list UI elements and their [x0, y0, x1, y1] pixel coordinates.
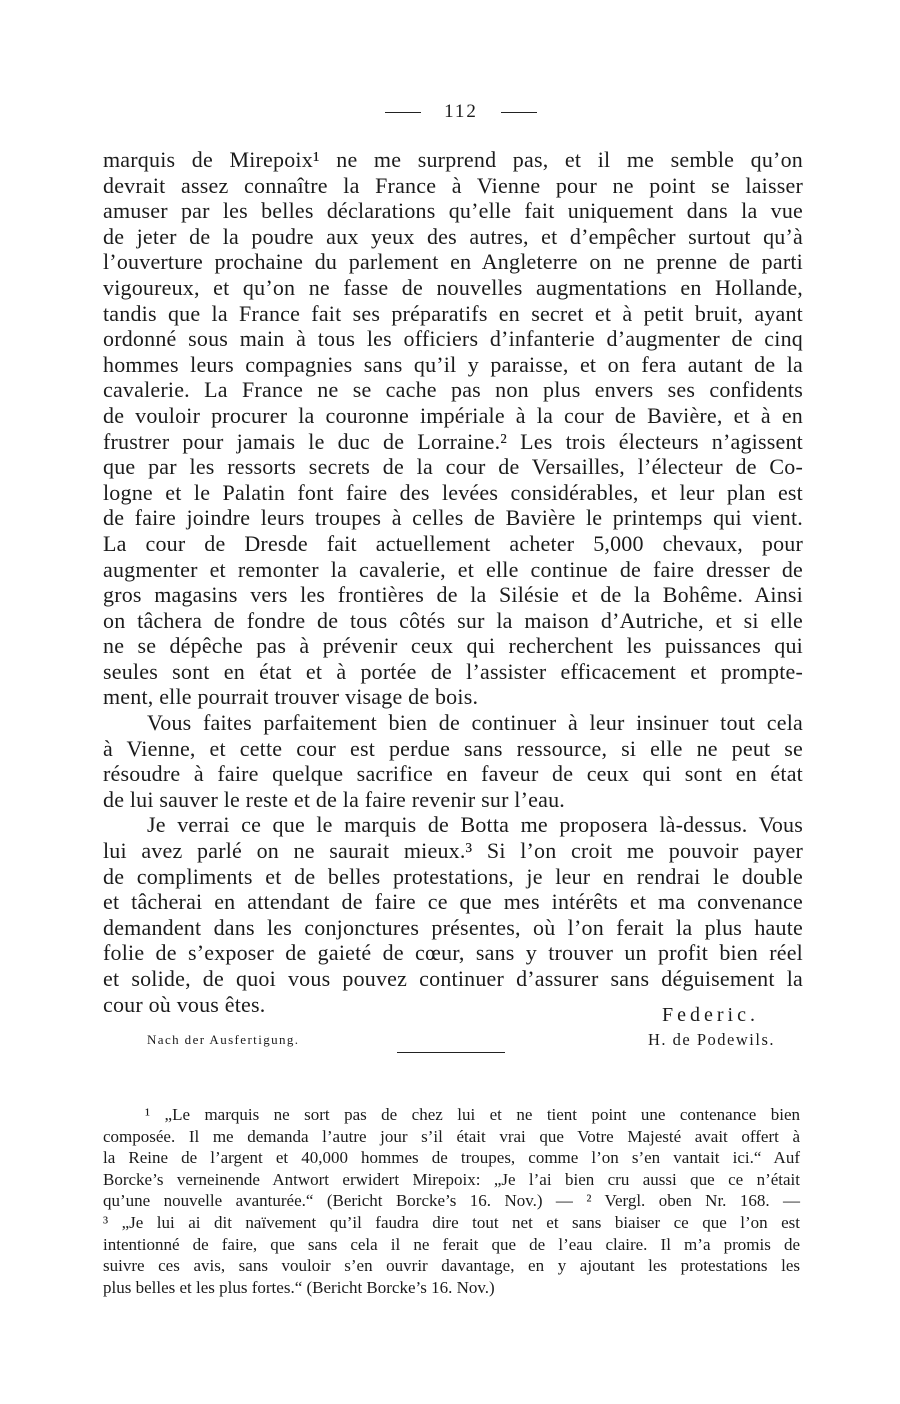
footnote-line: ¹ „Le marquis ne sort pas de chez lui et ne tient point une contenance bien — [145, 1105, 800, 1124]
text-line: ment, elle pourrait trouver visage de bois. — [103, 684, 479, 710]
text-line: de faire joindre leurs troupes à celles de Bavière le printemps qui vient. — [103, 505, 803, 531]
text-line: La cour de Dresde fait actuellement acheter 5,000 chevaux, pour — [103, 530, 803, 556]
footnote-line: plus belles et les plus fortes.“ (Bericht Borcke’s 16. Nov.) — [103, 1277, 495, 1297]
footnote-line: qu’une nouvelle avanturée.“ (Bericht Borcke’s 16. Nov.) — ² Vergl. oben Nr. 168. — — [103, 1191, 800, 1211]
text-line: devrait assez connaître la France à Vienne pour ne point se laisser — [103, 172, 803, 198]
text-line: que par les ressorts secrets de la cour de Versailles, l’électeur de Co- — [103, 454, 803, 480]
page-header — [385, 100, 537, 124]
text-line: ordonné sous main à tous les officiers d’infanterie d’augmenter de cinq — [103, 326, 803, 352]
footnote-line: composée. Il me demanda l’autre jour s’il était vrai que Votre Majesté avait offert à — [103, 1126, 800, 1146]
text-line: et solide, de quoi vous pouvez continuer d’assurer sans déguisement la — [103, 966, 803, 991]
text-line: gros magasins vers les frontières de la Silésie et de la Bohême. Ainsi — [103, 582, 803, 608]
text-line: vigoureux, et qu’on ne fasse de nouvelles augmentations en Hollande, — [103, 274, 803, 300]
source-note: Nach der Ausfertigung. — [147, 1032, 300, 1047]
text-line: marquis de Mirepoix¹ ne me surprend pas, et il me semble qu’on — [103, 147, 803, 172]
text-line: demandent dans les conjonctures présentes, où l’on ferait la plus haute — [103, 914, 803, 940]
text-line: cavalerie. La France ne se cache pas non plus envers ses confidents — [103, 377, 803, 403]
text-line: Vous faites parfaitement bien de continuer à leur insinuer tout cela — [147, 710, 803, 736]
signature: Federic. — [662, 1004, 759, 1026]
text-line: seules sont en état et à portée de l’assister efficacement et prompte- — [103, 658, 803, 684]
text-line: cour où vous êtes. — [103, 991, 266, 1017]
footnote-line: la Reine de l’argent et 40,000 hommes de troupes, comme l’on s’en vantait ici.“ Auf — [103, 1148, 800, 1168]
text-line: résoudre à faire quelque sacrifice en faveur de ceux qui sont en état — [103, 761, 803, 787]
text-line: ne se dépêche pas à prévenir ceux qui recherchent les puissances qui — [103, 633, 803, 659]
text-line: augmenter et remonter la cavalerie, et elle continue de faire dresser de — [103, 556, 803, 582]
footnotes — [103, 1104, 800, 1298]
text-line: amuser par les belles déclarations qu’elle fait uniquement dans la vue — [103, 198, 803, 224]
paragraph — [103, 147, 803, 710]
footnote-line: ³ „Je lui ai dit naïvement qu’il faudra dire tout net et sans biaiser ce que l’on est — [103, 1212, 800, 1232]
text-line: de jeter de la poudre aux yeux des autres, et d’empêcher surtout qu’à — [103, 223, 803, 249]
page-number-dash-right — [501, 112, 537, 113]
text-line: folie de s’exposer de gaieté de cœur, sans y trouver un profit bien réel — [103, 940, 803, 966]
footnote-line: suivre ces avis, sans vouloir s’en ouvrir davantage, en y ajoutant les protestations les — [103, 1256, 800, 1276]
page-number-dash-left — [385, 112, 421, 113]
text-line: logne et le Palatin font faire des levées considérables, et leur plan est — [103, 479, 803, 505]
paragraph — [103, 812, 803, 1017]
text-line: de compliments et de belles protestations, je leur en rendrai le double — [103, 863, 803, 889]
text-line: tandis que la France fait ses préparatifs en secret et à petit bruit, ayant — [103, 300, 803, 326]
paragraph — [103, 710, 803, 812]
footnote-line: Borcke’s verneinende Antwort erwidert Mirepoix: „Je l’ai bien cru aussi que ce n’était — [103, 1169, 800, 1189]
text-line: frustrer pour jamais le duc de Lorraine.² Les trois électeurs n’agissent — [103, 428, 803, 454]
footnote-separator — [397, 1052, 505, 1053]
text-line: Je verrai ce que le marquis de Botta me proposera là-dessus. Vous — [147, 812, 803, 838]
text-line: lui avez parlé on ne saurait mieux.³ Si l’on croit me pouvoir payer — [103, 838, 803, 864]
letter-body — [103, 147, 803, 1017]
text-line: on tâchera de fondre de tous côtés sur la maison d’Autriche, et si elle — [103, 607, 803, 633]
page-number: 112 — [444, 101, 478, 122]
text-line: l’ouverture prochaine du parlement en Angleterre on ne prenne de parti — [103, 249, 803, 275]
footnote-line: intentionné de faire, que sans cela il ne ferait que de l’eau claire. Il m’a promis de — [103, 1234, 800, 1254]
countersignature: H. de Podewils. — [648, 1030, 775, 1049]
text-line: et tâcherai en attendant de faire ce que mes intérêts et ma convenance — [103, 889, 803, 915]
text-line: hommes leurs compagnies sans qu’il y paraisse, et on fera autant de la — [103, 351, 803, 377]
text-line: de lui sauver le reste et de la faire revenir sur l’eau. — [103, 786, 565, 812]
text-line: de vouloir procurer la couronne impériale à la cour de Bavière, et à en — [103, 402, 803, 428]
text-line: à Vienne, et cette cour est perdue sans ressource, si elle ne peut se — [103, 735, 803, 761]
